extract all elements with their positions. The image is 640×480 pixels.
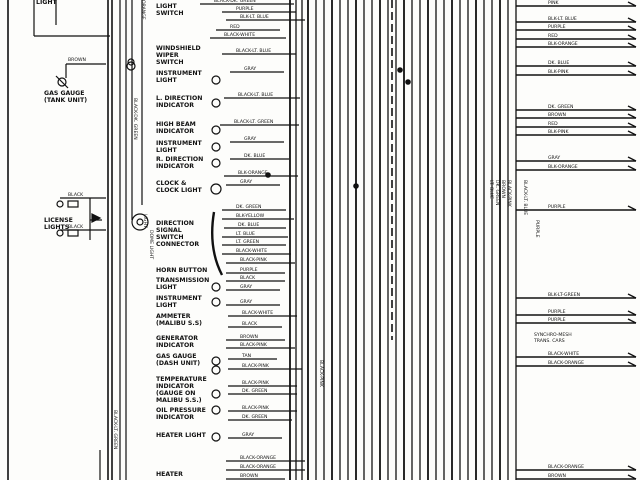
right-wire-label: DK. BLUE: [548, 61, 570, 66]
black-dk-green-vlabel: BLACK-DK. GREEN: [132, 98, 137, 140]
component-label: INDICATOR: [156, 102, 195, 109]
wire-label: DK. GREEN: [236, 205, 262, 210]
right-wire-label: PURPLE: [548, 310, 566, 315]
component-label: GENERATOR: [156, 335, 199, 342]
component-label: INSTRUMENT: [156, 295, 202, 302]
right-wire-label: BLK-LT. BLUE: [548, 17, 577, 22]
wire-label: BLACK-WHITE: [242, 311, 274, 316]
component-label: SWITCH: [156, 10, 184, 17]
wire-label: BLACK-PINK: [240, 343, 267, 348]
right-wire-label: BLK-ORANGE: [548, 42, 578, 47]
wire-label: BLACK-LT. GREEN: [234, 120, 274, 125]
component-label: AMMETER: [156, 313, 191, 320]
right-wire-label: RED: [548, 34, 558, 39]
wire-label: BLACK: [242, 322, 258, 327]
wire-label: GRAY: [240, 285, 253, 290]
component-label: DIRECTION: [156, 220, 194, 227]
wire-label: BLACK-PINK: [242, 364, 269, 369]
wire-label: BLACK-ORANGE: [240, 456, 277, 461]
gas-gauge-sub-label: (TANK UNIT): [44, 97, 88, 104]
component-label: LIGHT: [156, 302, 177, 309]
wire-label: PURPLE: [240, 268, 258, 273]
black-lt-green-vlabel: BLACK-LT. GREEN: [112, 410, 117, 450]
vertical-wire-label: BLACK-PINK: [318, 360, 323, 387]
junction-dot: [406, 80, 410, 84]
brown-wire-label: BROWN: [68, 58, 86, 63]
junction-dot: [354, 184, 358, 188]
wire-label: GRAY: [240, 180, 253, 185]
wire-label: DK. BLUE: [244, 154, 266, 159]
wire-label: GRAY: [240, 300, 253, 305]
black-wire-label-1: BLACK: [68, 193, 84, 198]
component-label: LIGHT: [156, 3, 177, 10]
right-wire-label: BLK-PINK: [548, 130, 569, 135]
wire-label: GRAY: [244, 137, 257, 142]
right-wire-label: BROWN: [548, 474, 566, 479]
right-wire-label: BROWN: [548, 113, 566, 118]
wire-label: LT. GREEN: [236, 240, 260, 245]
component-label: CONNECTOR: [156, 241, 200, 248]
gas-gauge-label: GAS GAUGE: [44, 90, 85, 97]
wire-label: TAN: [242, 354, 252, 359]
component-label: SWITCH: [156, 59, 184, 66]
junction-dot: [398, 68, 402, 72]
right-wire-label: PINK: [548, 1, 559, 6]
instrument-light-bulb-icon: [212, 76, 220, 84]
wire-label: BLACK-ORANGE: [240, 465, 277, 470]
dome-light-icon: [132, 214, 148, 230]
component-label: (DASH UNIT): [156, 360, 201, 367]
synchro-label: SYNCHRO-MESH: [534, 333, 572, 338]
license-lights-label: LICENSE: [44, 217, 73, 224]
component-label: INDICATOR: [156, 128, 195, 135]
wire-label: BLACK-DK. GREEN: [214, 0, 256, 4]
component-label: MALIBU S.S.): [156, 397, 202, 404]
wire-label: BLACK-PINK: [242, 381, 269, 386]
component-label: TEMPERATURE: [156, 376, 207, 383]
right-wire-label: RED: [548, 122, 558, 127]
vertical-wire-label: BROWN: [500, 180, 505, 198]
wire-label: BLACK-PINK: [240, 258, 267, 263]
component-label: INDICATOR: [156, 414, 195, 421]
component-label: (GAUGE ON: [156, 390, 196, 397]
wire-label: LT. BLUE: [236, 232, 255, 237]
right-wire-label: DK. GREEN: [548, 105, 574, 110]
light-vlabel: LIGHT: [142, 214, 147, 228]
right-wire-label: BLK-LT-GREEN: [548, 293, 581, 298]
right-wire-label: BLACK-ORANGE: [548, 465, 585, 470]
right-wire-label: PURPLE: [548, 318, 566, 323]
component-label: INDICATOR: [156, 383, 195, 390]
right-wire-label: PURPLE: [548, 205, 566, 210]
wire-label: PURPLE: [236, 7, 254, 12]
component-label: LIGHT: [156, 284, 177, 291]
component-label: L. DIRECTION: [156, 95, 203, 102]
right-wire-label: PURPLE: [548, 25, 566, 30]
right-wire-label: BLACK-WHITE: [548, 352, 580, 357]
wire-label: BLACK-PINK: [242, 406, 269, 411]
component-label: INSTRUMENT: [156, 140, 202, 147]
vertical-wire-label: BLACK-PINK: [506, 180, 511, 207]
clock-icon: [211, 184, 221, 194]
wire-label: DK. GREEN: [242, 415, 268, 420]
component-label: LIGHT: [156, 147, 177, 154]
wire-label: BLACK-LT. BLUE: [236, 49, 272, 54]
license-lights-sub-label: LIGHTS: [44, 224, 70, 231]
right-wire-label: BLACK-ORANGE: [548, 361, 585, 366]
component-label: INSTRUMENT: [156, 70, 202, 77]
component-label: R. DIRECTION: [156, 156, 204, 163]
wire-label: BROWN: [240, 335, 258, 340]
component-label: (MALIBU S.S): [156, 320, 203, 327]
wire-label: DK. BLUE: [238, 223, 260, 228]
dome-light-vlabel: DOME LIGHT: [148, 230, 153, 260]
vertical-wire-label: DK. GREEN: [494, 180, 499, 206]
vertical-wire-label: BLACK-LT. BLUE: [522, 180, 527, 216]
component-label: TRANSMISSION: [156, 277, 210, 284]
vertical-wire-label: LT. BLUE: [488, 180, 493, 199]
component-label: HEATER: [156, 471, 183, 478]
wire-label: BLK-LT. BLUE: [240, 15, 269, 20]
right-wire-label: GRAY: [548, 156, 561, 161]
synchro-sub-label: TRANS. CARS: [534, 339, 565, 344]
component-label: CLOCK LIGHT: [156, 187, 202, 194]
component-label: SIGNAL: [156, 227, 182, 234]
wire-label: BLK-ORANGE: [238, 171, 268, 176]
light-top-label: LIGHT: [36, 0, 57, 6]
right-wire-label: BLK-ORANGE: [548, 165, 578, 170]
license-light-bulb-icon: [68, 201, 78, 207]
orange-vlabel: ORANGE: [140, 0, 145, 20]
direction-signal-connector: [212, 212, 222, 275]
component-label: INDICATOR: [156, 342, 195, 349]
wire-label: BROWN: [240, 474, 258, 479]
wire-label: GRAY: [242, 433, 255, 438]
wire-label: BLK-YELLOW: [236, 214, 265, 219]
component-label: SWITCH: [156, 234, 184, 241]
component-label: CLOCK &: [156, 180, 187, 187]
component-label: INDICATOR: [156, 163, 195, 170]
component-label: WINDSHIELD: [156, 45, 201, 52]
component-label: HORN BUTTON: [156, 267, 208, 274]
wire-label: BLACK-WHITE: [224, 33, 256, 38]
wire-label: GRAY: [244, 67, 257, 72]
wire-label: BLACK: [240, 276, 256, 281]
component-label: WIPER: [156, 52, 179, 59]
component-label: GAS GAUGE: [156, 353, 197, 360]
component-label: LIGHT: [156, 77, 177, 84]
wire-label: BLACK-LT. BLUE: [238, 93, 274, 98]
wire-label: DK. GREEN: [242, 389, 268, 394]
component-label: HEATER LIGHT: [156, 432, 206, 439]
right-wire-label: BLK-PINK: [548, 70, 569, 75]
black-wire-label-2: BLACK: [68, 225, 84, 230]
component-label: HIGH BEAM: [156, 121, 196, 128]
wire-label: BLACK-WHITE: [236, 249, 268, 254]
component-label: OIL PRESSURE: [156, 407, 206, 414]
purple-vlabel: PURPLE: [534, 220, 539, 238]
wire-label: RED: [230, 25, 240, 30]
